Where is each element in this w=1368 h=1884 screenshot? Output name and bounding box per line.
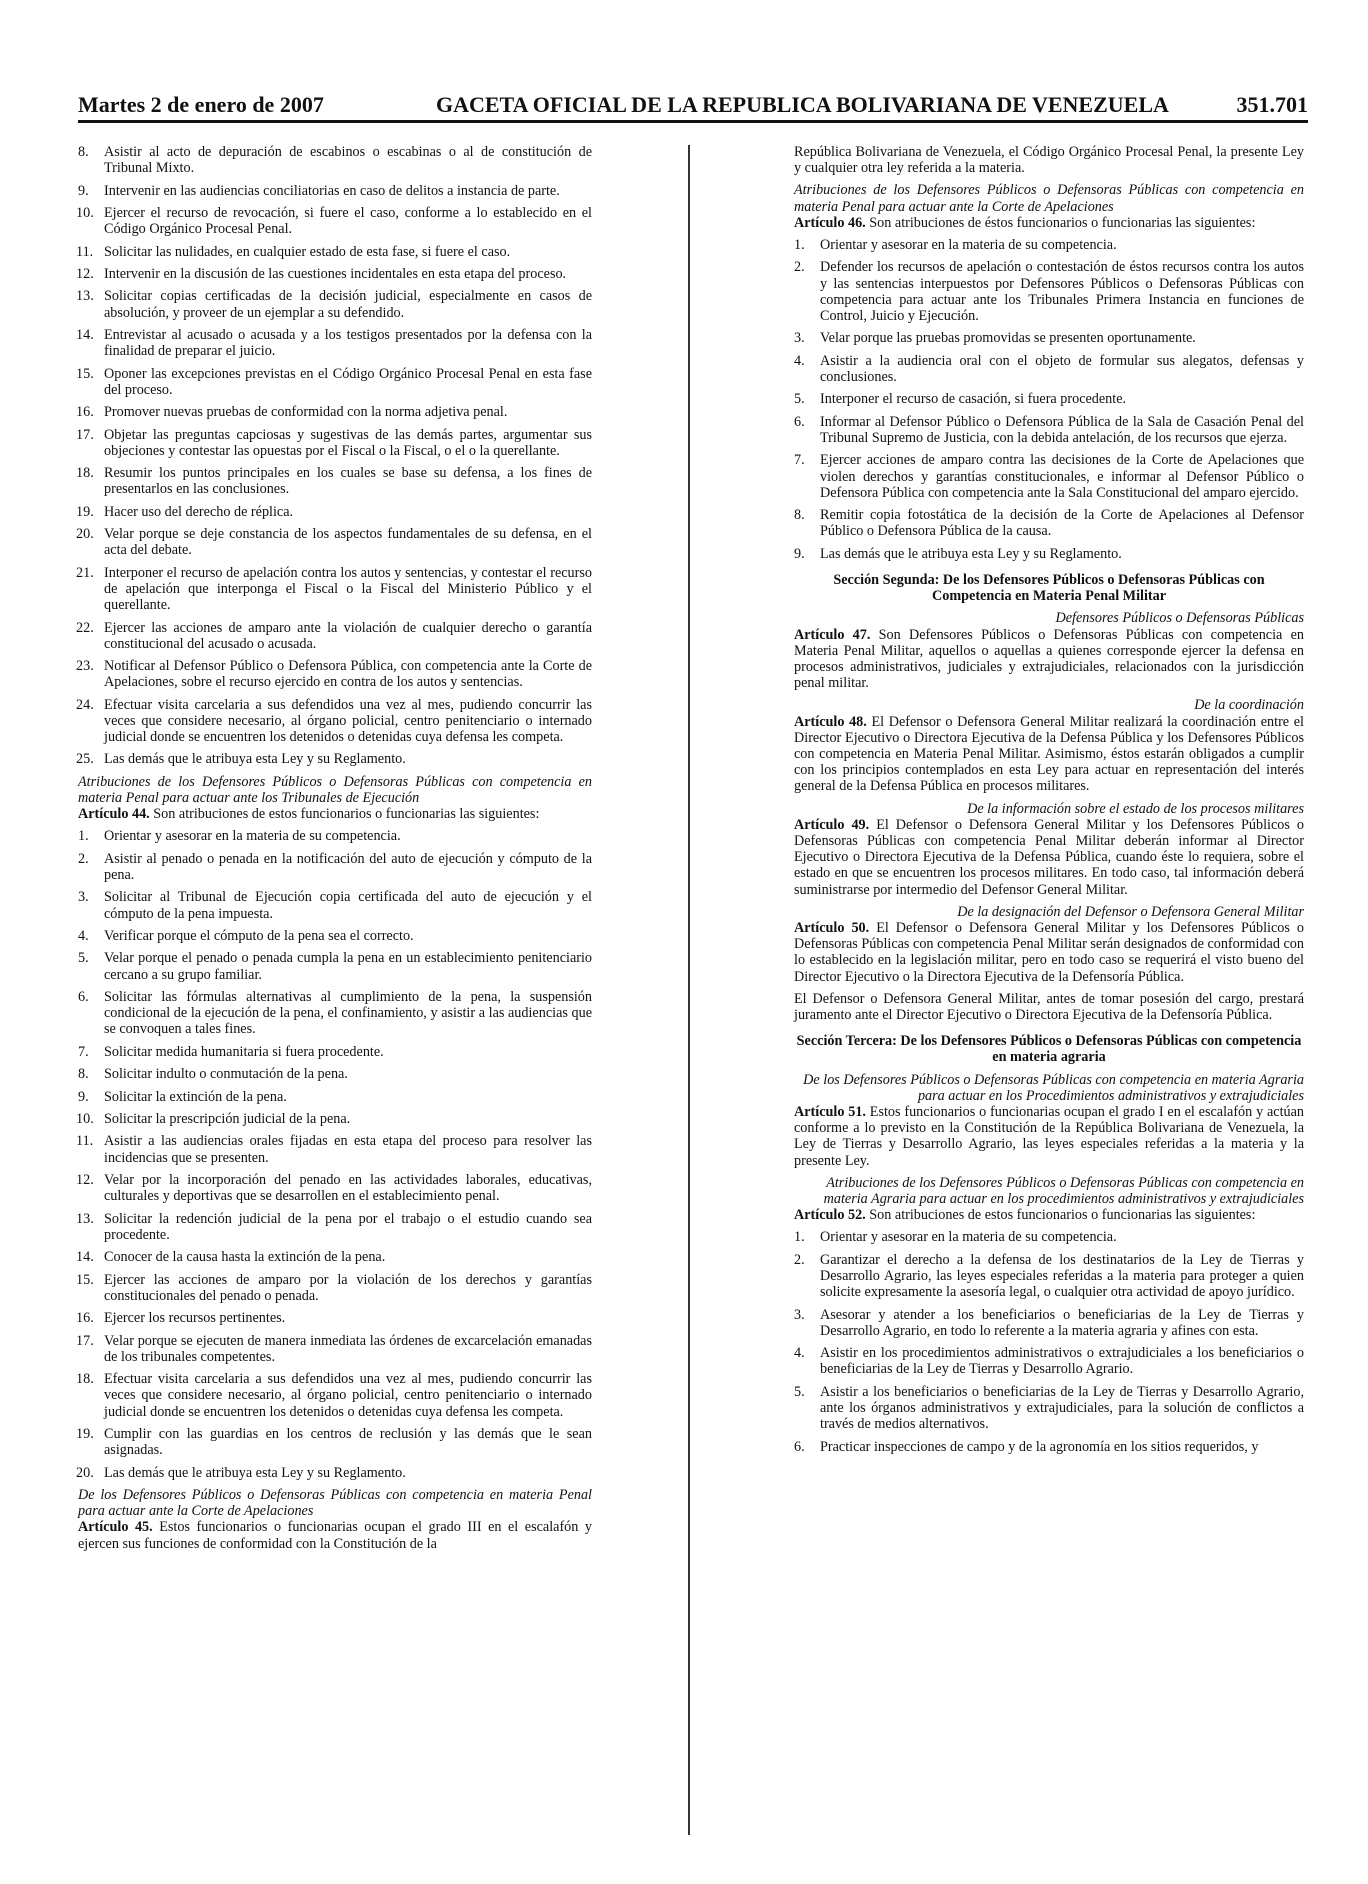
list-item	[78, 1371, 592, 1420]
article-52	[794, 1207, 1304, 1223]
article-50	[794, 920, 1304, 985]
article-text: Estos funcionarios o funcionarias ocupan el grado I en el escalafón y actúan conforme a lo previsto en la Constitución de la República Bolivariana de Venezuela, la Ley de Tierras y Desarrollo Agrario, las leyes especiales referidas a la materia y la presente Ley.	[794, 1104, 1304, 1169]
item-text: Intervenir en la discusión de las cuestiones incidentales en esta etapa del proceso.	[104, 265, 567, 282]
list-item	[794, 1307, 1304, 1339]
item-number: 1.	[794, 1229, 805, 1246]
article-label: Artículo 51.	[794, 1104, 866, 1121]
item-text: Solicitar la prescripción judicial de la pena.	[104, 1111, 351, 1128]
item-text: Ejercer las acciones de amparo por la violación de los derechos y garantías constitucionales del penado o penada.	[104, 1271, 592, 1304]
item-number: 17.	[76, 426, 94, 443]
list-item	[78, 526, 592, 558]
list-item	[794, 391, 1304, 407]
list-item	[78, 288, 592, 320]
item-number: 7.	[78, 1043, 89, 1060]
item-number: 15.	[76, 1271, 94, 1288]
item-number: 18.	[76, 1371, 94, 1388]
item-number: 20.	[76, 526, 94, 543]
item-number: 15.	[76, 365, 94, 382]
item-number: 2.	[794, 259, 805, 276]
item-number: 17.	[76, 1332, 94, 1349]
list-articles-continued	[78, 144, 592, 768]
item-number: 5.	[794, 391, 805, 408]
item-number: 3.	[794, 330, 805, 347]
article-47	[794, 627, 1304, 692]
list-item	[78, 1111, 592, 1127]
list-item	[794, 1384, 1304, 1433]
item-text: Solicitar la redención judicial de la pena por el trabajo o el estudio cuando sea procedente.	[104, 1210, 592, 1243]
list-item	[78, 989, 592, 1038]
item-text: Informar al Defensor Público o Defensora Pública de la Sala de Casación Penal del Tribunal Supremo de Justicia, con la debida antelación, de los recursos que ejerza.	[820, 413, 1304, 446]
item-text: Solicitar al Tribunal de Ejecución copia certificada del auto de ejecución y el cómputo de la pena impuesta.	[104, 889, 592, 922]
item-number: 1.	[794, 237, 805, 254]
list-item	[78, 1465, 592, 1481]
article-label: Artículo 52.	[794, 1207, 866, 1224]
item-text: Las demás que le atribuya esta Ley y su Reglamento.	[104, 1464, 406, 1481]
left-column	[78, 144, 592, 1558]
item-number: 11.	[76, 1133, 94, 1150]
list-item	[78, 404, 592, 420]
article-44	[78, 806, 592, 822]
item-number: 3.	[78, 889, 89, 906]
list-item	[78, 851, 592, 883]
item-text: Velar porque el penado o penada cumpla la pena en un establecimiento penitenciario cercano a su grupo familiar.	[104, 950, 592, 983]
list-item	[794, 259, 1304, 324]
list-item	[794, 353, 1304, 385]
item-number: 3.	[794, 1306, 805, 1323]
list-item	[794, 414, 1304, 446]
item-text: Efectuar visita carcelaria a sus defendidos una vez al mes, pudiendo concurrir las veces que considere necesario, al órgano policial, centro penitenciario o internado judicial donde se encuentren los detenidos o detenidas cuya defensa les competa.	[104, 1371, 592, 1420]
item-text: Asistir a los beneficiarios o beneficiarias de la Ley de Tierras y Desarrollo Agrario, ante los órganos administrativos y extrajudiciales, para la solución de conflictos a través de medios alternativos.	[820, 1383, 1304, 1433]
item-number: 1.	[78, 828, 89, 845]
list-item	[78, 889, 592, 921]
item-text: Ejercer el recurso de revocación, si fuere el caso, conforme a lo establecido en el Código Orgánico Procesal Penal.	[104, 204, 592, 238]
article-text: Son atribuciones de éstos funcionarios o funcionarias las siguientes:	[865, 214, 1256, 231]
item-text: Oponer las excepciones previstas en el Código Orgánico Procesal Penal en esta fase del proceso.	[104, 365, 592, 398]
item-text: Solicitar medida humanitaria si fuera procedente.	[104, 1043, 384, 1060]
item-number: 21.	[76, 564, 94, 581]
item-text: Verificar porque el cómputo de la pena sea el correcto.	[104, 928, 414, 945]
article-label: Artículo 45.	[78, 1519, 153, 1536]
right-column	[794, 144, 1304, 1461]
item-text: Asistir al penado o penada en la notificación del auto de ejecución y cómputo de la pena.	[104, 850, 592, 884]
item-text: Velar porque las pruebas promovidas se presenten oportunamente.	[820, 330, 1196, 347]
item-text: Ejercer las acciones de amparo ante la violación de cualquier derecho o garantía constitucional del acusado o acusada.	[104, 619, 592, 652]
item-text: Las demás que le atribuya esta Ley y su Reglamento.	[104, 751, 406, 768]
list-item	[78, 1310, 592, 1326]
list-item	[78, 950, 592, 982]
list-item	[78, 658, 592, 690]
list-item	[78, 1133, 592, 1165]
item-number: 16.	[76, 1310, 94, 1327]
list-item	[78, 1333, 592, 1365]
list-item	[794, 1345, 1304, 1377]
item-text: Solicitar indulto o conmutación de la pena.	[104, 1066, 348, 1083]
article-text: Son atribuciones de estos funcionarios o funcionarias las siguientes:	[865, 1207, 1256, 1224]
item-text: Orientar y asesorar en la materia de su competencia.	[820, 1229, 1117, 1246]
item-number: 5.	[78, 950, 89, 967]
item-number: 8.	[78, 1066, 89, 1083]
article-51	[794, 1104, 1304, 1169]
article-text: Son atribuciones de estos funcionarios o funcionarias las siguientes:	[149, 806, 540, 823]
item-number: 12.	[76, 1172, 94, 1188]
item-text: Defender los recursos de apelación o contestación de éstos recursos contra los autos y las sentencias interpuestos por Defensores Públicos o Defensoras Públicas con competencia para actuar ante los Tribunales Primera Instancia en funciones de Control, Juicio y Ejecución.	[820, 259, 1304, 325]
item-number: 24.	[76, 696, 94, 713]
list-item	[78, 327, 592, 359]
item-text: Asistir a la audiencia oral con el objeto de formular sus alegatos, defensas y conclusiones.	[820, 352, 1304, 385]
item-number: 14.	[76, 1249, 94, 1266]
item-number: 20.	[76, 1464, 94, 1481]
article-50-paragraph-2: El Defensor o Defensora General Militar, antes de tomar posesión del cargo, prestará juramento ante el Director Ejecutivo o Directora Ejecutiva de la Defensoría Pública.	[794, 990, 1304, 1024]
article-48	[794, 714, 1304, 795]
item-text: Asistir en los procedimientos administrativos o extrajudiciales a los beneficiarios o beneficiarias de la Ley de Tierras y Desarrollo Agrario.	[820, 1345, 1304, 1378]
article-text: El Defensor o Defensora General Militar realizará la coordinación entre el Director Ejecutivo o Directora Ejecutiva de la Defensa Pública y los Defensores Públicos con competencia en Materia Penal Militar. Asimismo, éstos estarán obligados a cumplir con los principios contemplados en esta Ley para actuar en representación del interés general de la Defensa Pública en procesos militares.	[794, 713, 1304, 795]
continued-text: República Bolivariana de Venezuela, el Código Orgánico Procesal Penal, la presente Ley y cualquier otra ley referida a la materia.	[794, 144, 1304, 177]
list-item	[794, 546, 1304, 562]
list-item	[78, 1249, 592, 1265]
item-text: Asesorar y atender a los beneficiarios o beneficiarias de la Ley de Tierras y Desarrollo Agrario, en todo lo referente a la materia agraria y afines con esta.	[820, 1306, 1304, 1339]
item-number: 2.	[78, 850, 89, 867]
item-number: 6.	[794, 413, 805, 430]
item-text: Entrevistar al acusado o acusada y a los testigos presentados por la defensa con la finalidad de preparar el juicio.	[104, 326, 592, 360]
item-text: Interponer el recurso de casación, si fuera procedente.	[820, 391, 1127, 408]
item-number: 19.	[76, 1425, 94, 1442]
list-item	[78, 1426, 592, 1458]
article-text: Estos funcionarios o funcionarias ocupan el grado III en el escalafón y ejercen sus funciones de conformidad con la Constitución de la	[78, 1519, 592, 1552]
issue-date: Martes 2 de enero de 2007	[78, 92, 324, 117]
list-item	[794, 1252, 1304, 1301]
item-number: 9.	[794, 545, 805, 562]
article-text: El Defensor o Defensora General Militar y los Defensores Públicos o Defensoras Públicas con competencia Penal Militar deberán informar al Director Ejecutivo o Directora Ejecutiva de la Defensa Pública, cuando éste lo requiera, sobre el estado en que se encuentren los procesos militares. En todo caso, tal información deberá suministrarse por intermedio del Defensor General Militar.	[794, 816, 1305, 898]
section-title-military: Sección Segunda: De los Defensores Públicos o Defensoras Públicas con Competencia en Materia Penal Militar	[833, 571, 1265, 605]
item-text: Resumir los puntos principales en los cuales se base su defensa, a los fines de presentarlos en las conclusiones.	[104, 465, 592, 498]
heading-article-46: Atribuciones de los Defensores Públicos o Defensoras Públicas con competencia en materia Penal para actuar ante la Corte de Apelaciones	[794, 182, 1304, 215]
list-item	[78, 366, 592, 398]
article-49	[794, 817, 1304, 898]
gazette-title: GACETA OFICIAL DE LA REPUBLICA BOLIVARIANA DE VENEZUELA	[436, 92, 1169, 117]
item-text: Velar porque se ejecuten de manera inmediata las órdenes de excarcelación emanadas de los tribunales competentes.	[104, 1332, 592, 1365]
item-number: 8.	[78, 144, 89, 160]
heading-article-49: De la información sobre el estado de los procesos militares	[967, 800, 1304, 817]
item-number: 12.	[76, 265, 94, 282]
heading-article-47: Defensores Públicos o Defensoras Públicas	[1055, 610, 1304, 627]
item-number: 6.	[78, 989, 89, 1006]
item-number: 13.	[76, 1210, 94, 1227]
heading-article-45: De los Defensores Públicos o Defensoras Públicas con competencia en materia Penal para actuar ante la Corte de Apelaciones	[78, 1486, 592, 1520]
list-article-46	[794, 237, 1304, 562]
list-item	[78, 427, 592, 459]
item-number: 22.	[76, 619, 94, 636]
item-number: 9.	[78, 182, 89, 199]
article-label: Artículo 49.	[794, 816, 870, 833]
item-number: 4.	[78, 928, 89, 945]
heading-article-44: Atribuciones de los Defensores Públicos o Defensoras Públicas con competencia en materia Penal para actuar ante los Tribunales de Ejecución	[78, 773, 592, 807]
article-46	[794, 215, 1304, 231]
item-number: 10.	[76, 204, 94, 221]
list-item	[78, 144, 592, 176]
article-label: Artículo 47.	[794, 626, 871, 643]
item-text: Orientar y asesorar en la materia de su competencia.	[820, 237, 1117, 254]
list-item	[78, 1211, 592, 1243]
list-item	[794, 452, 1304, 501]
list-item	[794, 1439, 1304, 1455]
item-number: 19.	[76, 503, 94, 520]
list-item	[78, 928, 592, 944]
item-text: Las demás que le atribuya esta Ley y su Reglamento.	[820, 545, 1122, 562]
list-item	[794, 507, 1304, 539]
item-number: 4.	[794, 352, 805, 369]
item-number: 6.	[794, 1438, 805, 1455]
item-number: 14.	[76, 326, 94, 343]
list-item	[794, 330, 1304, 346]
article-label: Artículo 48.	[794, 713, 867, 730]
item-number: 8.	[794, 507, 805, 524]
item-text: Solicitar las fórmulas alternativas al cumplimiento de la pena, la suspensión condicional de la ejecución de la pena, el confinamiento, y asistir a las audiencias que se convoquen a tales fines.	[104, 989, 592, 1038]
heading-article-52: Atribuciones de los Defensores Públicos o Defensoras Públicas con competencia en materia Agraria para actuar en los procedimientos administrativos y extrajudiciales	[823, 1174, 1304, 1208]
item-number: 4.	[794, 1345, 805, 1362]
list-item	[78, 1089, 592, 1105]
item-text: Efectuar visita carcelaria a sus defendidos una vez al mes, pudiendo concurrir las veces que considere necesario, al órgano policial, centro penitenciario o internado judicial donde se encuentren los detenidos o detenidas cuya defensa les competa.	[104, 696, 592, 746]
item-text: Promover nuevas pruebas de conformidad con la norma adjetiva penal.	[104, 404, 508, 421]
item-text: Asistir al acto de depuración de escabinos o escabinas o al de constitución de Tribunal Mixto.	[104, 144, 592, 177]
item-text: Garantizar el derecho a la defensa de los destinatarios de la Ley de Tierras y Desarrollo Agrario, las leyes especiales referidas a la materia para proteger a quien solicite expresamente la asesoría legal, o cualquier otra actividad de apoyo jurídico.	[820, 1251, 1304, 1301]
list-item	[78, 1272, 592, 1304]
item-text: Solicitar las nulidades, en cualquier estado de esta fase, si fuere el caso.	[104, 243, 511, 260]
item-number: 7.	[794, 452, 805, 469]
page-number: 351.701	[1236, 92, 1308, 117]
item-number: 13.	[76, 288, 94, 305]
heading-article-51: De los Defensores Públicos o Defensoras Públicas con competencia en materia Agraria para actuar en los Procedimientos administrativos y extrajudiciales	[803, 1071, 1304, 1104]
article-label: Artículo 50.	[794, 920, 870, 937]
item-number: 2.	[794, 1251, 805, 1268]
list-item	[794, 237, 1304, 253]
item-text: Objetar las preguntas capciosas y sugestivas de las demás partes, argumentar sus objeciones y contestar las opuestas por el Fiscal o la Fiscal, o el o la querellante.	[104, 426, 592, 459]
item-text: Notificar al Defensor Público o Defensora Pública, con competencia ante la Corte de Apelaciones, sobre el recurso ejercido en contra de los autos y sentencias.	[104, 658, 592, 691]
list-item	[78, 504, 592, 520]
heading-article-50: De la designación del Defensor o Defensora General Militar	[957, 903, 1304, 920]
article-label: Artículo 46.	[794, 214, 866, 231]
item-text: Solicitar copias certificadas de la decisión judicial, especialmente en casos de absolución, y proveer de un ejemplar a su defendido.	[104, 288, 592, 321]
list-article-52	[794, 1229, 1304, 1454]
list-item	[78, 1066, 592, 1082]
list-item	[78, 697, 592, 746]
list-item	[78, 183, 592, 199]
header-rule	[78, 120, 1308, 123]
item-text: Orientar y asesorar en la materia de su competencia.	[104, 828, 401, 845]
item-number: 16.	[76, 404, 94, 421]
item-number: 9.	[78, 1088, 89, 1105]
item-text: Practicar inspecciones de campo y de la agronomía en los sitios requeridos, y	[820, 1438, 1259, 1455]
item-text: Conocer de la causa hasta la extinción de la pena.	[104, 1249, 386, 1266]
item-text: Cumplir con las guardias en los centros de reclusión y las demás que le sean asignadas.	[104, 1425, 592, 1459]
list-item	[794, 1229, 1304, 1245]
column-divider	[688, 145, 690, 1835]
item-number: 10.	[76, 1111, 94, 1128]
item-number: 11.	[76, 243, 94, 260]
item-text: Ejercer los recursos pertinentes.	[104, 1310, 286, 1327]
list-item	[78, 1044, 592, 1060]
item-text: Velar por la incorporación del penado en las actividades laborales, educativas, culturales y deportivas que se desarrollen en el establecimiento penal.	[104, 1172, 592, 1205]
item-number: 18.	[76, 465, 94, 482]
list-item	[78, 266, 592, 282]
item-number: 23.	[76, 658, 94, 675]
item-number: 5.	[794, 1383, 805, 1400]
item-text: Intervenir en las audiencias conciliatorias en caso de delitos a instancia de parte.	[104, 182, 560, 199]
list-item	[78, 828, 592, 844]
list-item	[78, 205, 592, 237]
list-item	[78, 465, 592, 497]
list-item	[78, 565, 592, 614]
article-label: Artículo 44.	[78, 806, 150, 823]
list-item	[78, 1172, 592, 1204]
article-text: Son Defensores Públicos o Defensoras Públicas con competencia en Materia Penal Militar, aquellos o aquellas a quienes corresponde ejercer la defensa en procesos administrativos, judiciales y extrajudiciales, relacionados con la jurisdicción penal militar.	[794, 626, 1304, 692]
article-text: El Defensor o Defensora General Militar y los Defensores Públicos o Defensoras Públicas con competencia Penal Militar serán designados de conformidad con lo establecido en la legislación militar, pero en todo caso se requerirá el visto bueno del Director Ejecutivo o la Directora Ejecutiva de la Defensoría Pública.	[794, 920, 1305, 985]
item-number: 25.	[76, 751, 94, 768]
list-article-44	[78, 828, 592, 1480]
item-text: Remitir copia fotostática de la decisión de la Corte de Apelaciones al Defensor Público o Defensora Pública de la causa.	[820, 507, 1304, 540]
item-text: Ejercer acciones de amparo contra las decisiones de la Corte de Apelaciones que violen derechos y garantías constitucionales, e informar al Defensor Público o Defensora Pública con competencia ante la Sala Constitucional del amparo ejercido.	[820, 452, 1304, 501]
list-item	[78, 244, 592, 260]
item-text: Velar porque se deje constancia de los aspectos fundamentales de su defensa, en el acta del debate.	[104, 526, 592, 559]
item-text: Hacer uso del derecho de réplica.	[104, 503, 294, 520]
section-title-agrarian: Sección Tercera: De los Defensores Públicos o Defensoras Públicas con competencia en materia agraria	[796, 1033, 1302, 1066]
heading-article-48: De la coordinación	[1194, 697, 1304, 714]
article-45	[78, 1519, 592, 1551]
item-text: Asistir a las audiencias orales fijadas en esta etapa del proceso para resolver las incidencias que se presenten.	[104, 1133, 592, 1166]
item-text: Solicitar la extinción de la pena.	[104, 1088, 287, 1105]
list-item	[78, 751, 592, 767]
list-item	[78, 620, 592, 652]
item-text: Interponer el recurso de apelación contra los autos y sentencias, y contestar el recurso de apelación que interponga el Fiscal o la Fiscal del Ministerio Público y el querellante.	[104, 564, 592, 614]
